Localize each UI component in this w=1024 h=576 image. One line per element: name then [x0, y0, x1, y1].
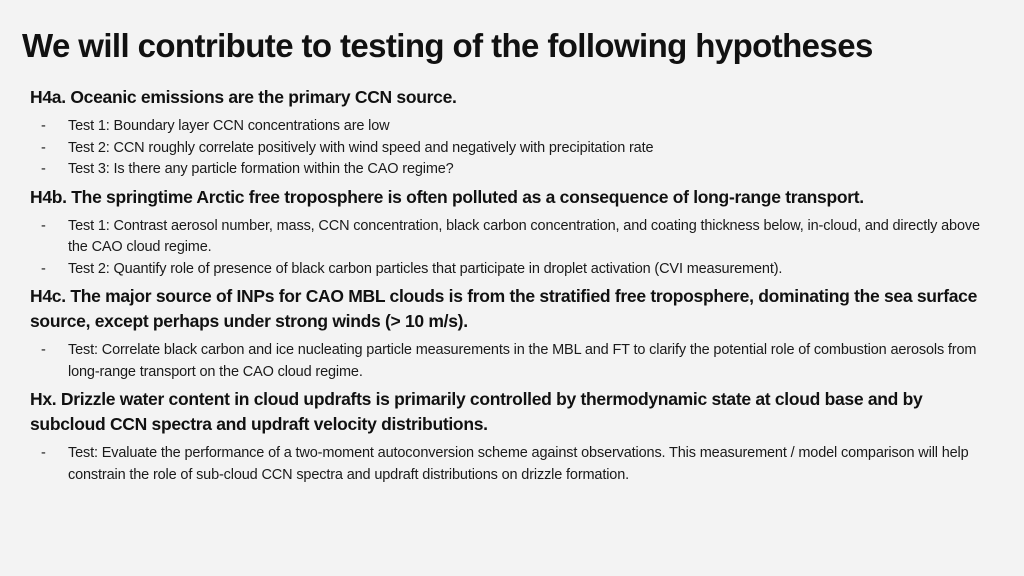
- test-list: [30, 116, 1000, 181]
- test-item: [30, 116, 1000, 138]
- bullet-dash: -: [41, 118, 46, 134]
- hypothesis-hx: [30, 387, 1000, 486]
- bullet-dash: -: [41, 260, 46, 277]
- test-text: Test 2: Quantify role of presence of black carbon particles that participate in droplet activation (CVI measurement).: [68, 260, 783, 277]
- hypothesis-h4c: [30, 284, 1000, 383]
- test-text: Test 1: Boundary layer CCN concentrations are low: [68, 118, 390, 134]
- test-list: [30, 340, 1000, 383]
- hypothesis-heading: H4b. The springtime Arctic free troposphere is often polluted as a consequence of long-range transport.: [30, 186, 864, 207]
- bullet-dash: -: [41, 161, 46, 177]
- hypothesis-h4b: [30, 185, 1000, 281]
- test-text: Test: Correlate black carbon and ice nucleating particle measurements in the MBL and FT to clarify the potential role of combustion aerosols from long-range transport on the CAO cloud regime.: [68, 342, 977, 380]
- test-item: [30, 159, 1000, 181]
- hypothesis-heading: H4a. Oceanic emissions are the primary CCN source.: [30, 87, 457, 107]
- bullet-dash: -: [41, 342, 46, 358]
- test-list: [30, 443, 1000, 486]
- test-item: [30, 340, 1000, 383]
- hypotheses-list: [22, 85, 1000, 486]
- hypothesis-heading: Hx. Drizzle water content in cloud updrafts is primarily controlled by thermodynamic state at cloud base and by subcloud CCN spectra and updraft velocity distributions.: [30, 389, 923, 434]
- test-text: Test 2: CCN roughly correlate positively with wind speed and negatively with precipitation rate: [68, 139, 654, 156]
- test-text: Test 3: Is there any particle formation within the CAO regime?: [68, 161, 454, 177]
- test-text: Test 1: Contrast aerosol number, mass, CCN concentration, black carbon concentration, and coating thickness below, in-cloud, and directly above the CAO cloud regime.: [68, 217, 980, 255]
- test-item: [30, 259, 1000, 281]
- bullet-dash: -: [41, 445, 46, 461]
- test-list: [30, 216, 1000, 281]
- test-text: Test: Evaluate the performance of a two-moment autoconversion scheme against observations. This measurement / model comparison will help constrain the role of sub-cloud CCN spectra and updraft distributions on drizzle formation.: [68, 445, 969, 483]
- test-item: [30, 216, 1000, 259]
- test-item: [30, 138, 1000, 160]
- bullet-dash: -: [41, 139, 46, 156]
- hypothesis-h4a: [30, 85, 1000, 181]
- slide-title: We will contribute to testing of the following hypotheses: [22, 27, 873, 64]
- test-item: [30, 443, 1000, 486]
- hypothesis-heading: H4c. The major source of INPs for CAO MBL clouds is from the stratified free troposphere, dominating the sea surface source, except perhaps under strong winds (> 10 m/s).: [30, 286, 978, 331]
- bullet-dash: -: [41, 217, 46, 234]
